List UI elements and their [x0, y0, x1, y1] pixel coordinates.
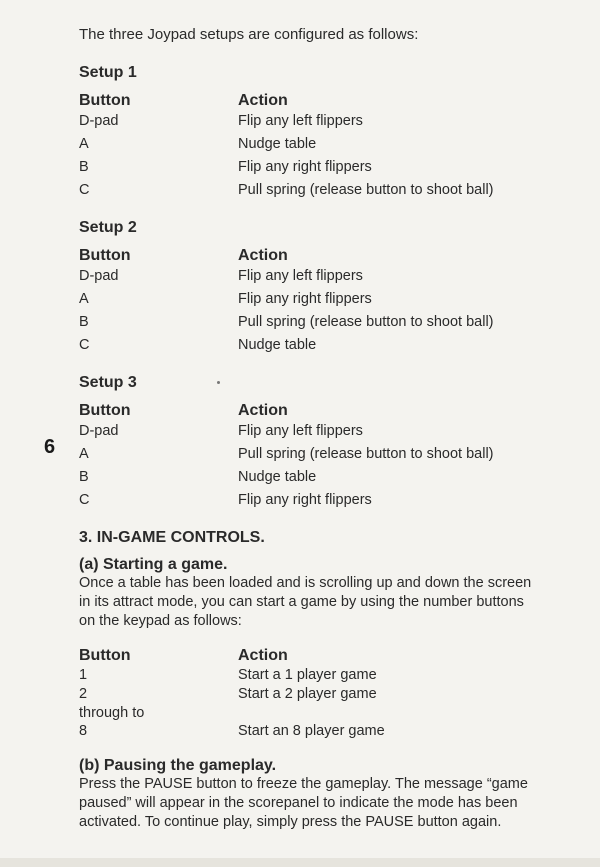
setup-1-button-header: Button: [79, 92, 131, 109]
pausing-line-1: Press the PAUSE button to freeze the gameplay. The message “game: [79, 776, 528, 792]
setup-2-row-1-action: Flip any left flippers: [238, 268, 363, 284]
pausing-line-3: activated. To continue play, simply press the PAUSE button again.: [79, 814, 502, 830]
start-row-2-button: 2: [79, 686, 88, 702]
page-number: 6: [44, 436, 56, 458]
page-bottom-edge: [0, 858, 600, 867]
setup-1-row-1-button: D-pad: [79, 113, 119, 129]
starting-line-3: on the keypad as follows:: [79, 613, 242, 629]
setup-1-row-4-button: C: [79, 182, 90, 198]
setup-1-row-2-button: A: [79, 136, 89, 152]
setup-2-row-3-action: Pull spring (release button to shoot ball): [238, 314, 494, 330]
setup-1-row-3-action: Flip any right flippers: [238, 159, 372, 175]
starting-game-title: (a) Starting a game.: [79, 556, 228, 573]
setup-3-row-4-action: Flip any right flippers: [238, 492, 372, 508]
start-row-1-button: 1: [79, 667, 88, 683]
setup-2-row-4-action: Nudge table: [238, 337, 317, 353]
setup-2-row-1-button: D-pad: [79, 268, 119, 284]
setup-3-title: Setup 3: [79, 374, 137, 391]
setup-2-row-2-button: A: [79, 291, 89, 307]
setup-2-action-header: Action: [238, 247, 288, 264]
setup-2-row-3-button: B: [79, 314, 89, 330]
setup-2-button-header: Button: [79, 247, 131, 264]
start-table-action-header: Action: [238, 647, 288, 664]
setup-3-row-3-button: B: [79, 469, 89, 485]
start-row-3-button: through to: [79, 705, 145, 721]
setup-2-row-4-button: C: [79, 337, 90, 353]
setup-3-row-4-button: C: [79, 492, 90, 508]
start-row-1-action: Start a 1 player game: [238, 667, 377, 683]
start-row-4-button: 8: [79, 723, 88, 739]
setup-3-row-2-action: Pull spring (release button to shoot ball): [238, 446, 494, 462]
decorative-dot: [217, 381, 220, 384]
start-row-2-action: Start a 2 player game: [238, 686, 377, 702]
setup-1-row-3-button: B: [79, 159, 89, 175]
starting-line-1: Once a table has been loaded and is scrolling up and down the screen: [79, 575, 532, 591]
setup-1-title: Setup 1: [79, 64, 137, 81]
starting-game-paragraph: [79, 574, 579, 631]
pausing-title: (b) Pausing the gameplay.: [79, 757, 277, 774]
pausing-paragraph: [79, 775, 579, 832]
setup-3-row-1-action: Flip any left flippers: [238, 423, 363, 439]
pausing-line-2: paused” will appear in the scorepanel to indicate the mode has been: [79, 795, 518, 811]
starting-line-2: in its attract mode, you can start a game by using the number buttons: [79, 594, 524, 610]
setup-1-row-1-action: Flip any left flippers: [238, 113, 363, 129]
intro-text: The three Joypad setups are configured as follows:: [79, 26, 419, 43]
setup-3-button-header: Button: [79, 402, 131, 419]
setup-1-row-2-action: Nudge table: [238, 136, 317, 152]
start-table-button-header: Button: [79, 647, 131, 664]
start-row-4-action: Start an 8 player game: [238, 723, 385, 739]
setup-3-row-2-button: A: [79, 446, 89, 462]
setup-3-row-1-button: D-pad: [79, 423, 119, 439]
setup-2-title: Setup 2: [79, 219, 137, 236]
setup-3-action-header: Action: [238, 402, 288, 419]
setup-2-row-2-action: Flip any right flippers: [238, 291, 372, 307]
setup-1-row-4-action: Pull spring (release button to shoot ball): [238, 182, 494, 198]
section-3-title: 3. IN-GAME CONTROLS.: [79, 529, 265, 546]
setup-3-row-3-action: Nudge table: [238, 469, 317, 485]
setup-1-action-header: Action: [238, 92, 288, 109]
